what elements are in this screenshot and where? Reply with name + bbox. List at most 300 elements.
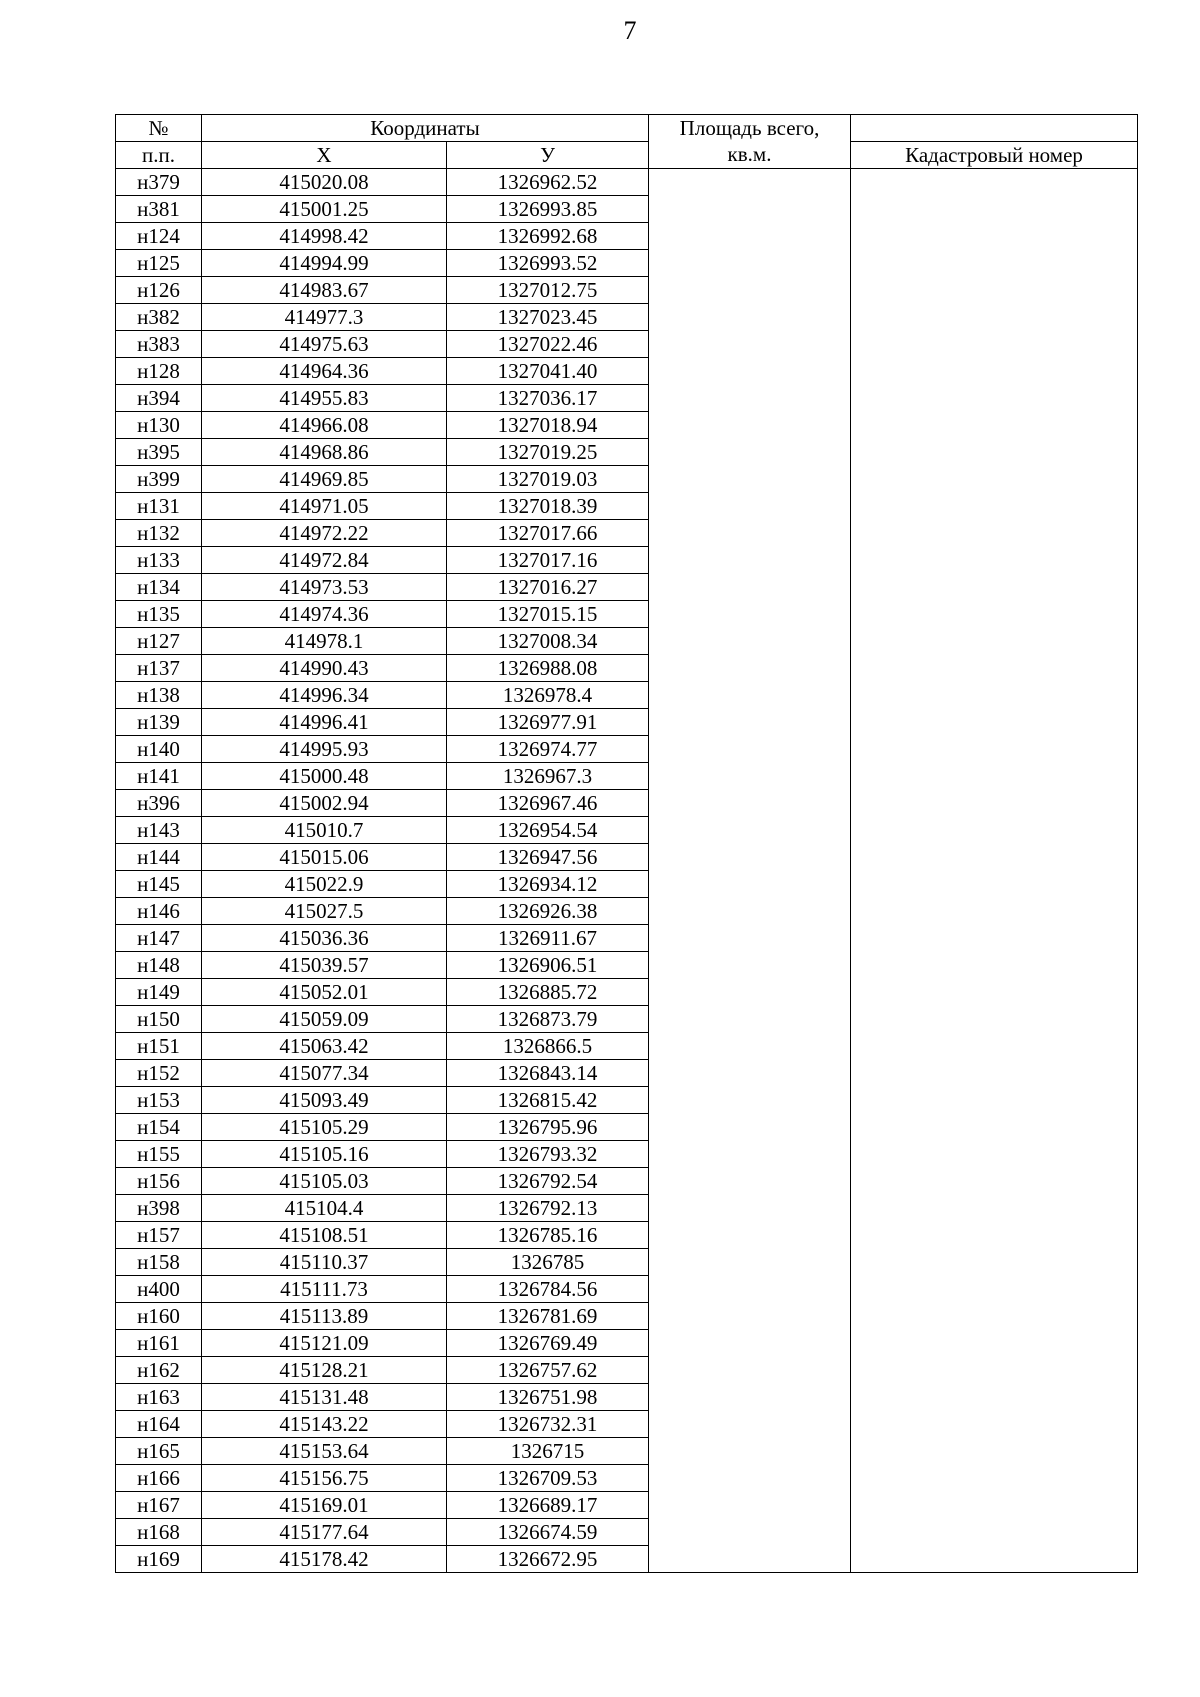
x-coordinate-cell: 415153.64 [202, 1438, 447, 1465]
table-row [116, 466, 1138, 493]
y-coordinate-cell: 1326934.12 [447, 871, 649, 898]
x-coordinate-cell: 415111.73 [202, 1276, 447, 1303]
point-number-cell: н130 [116, 412, 202, 439]
table-row [116, 412, 1138, 439]
table-row [116, 439, 1138, 466]
point-number-cell: н162 [116, 1357, 202, 1384]
x-coordinate-cell: 415059.09 [202, 1006, 447, 1033]
cadastral-number-cell [851, 439, 1138, 466]
point-number-cell: н156 [116, 1168, 202, 1195]
table-row [116, 1330, 1138, 1357]
y-coordinate-cell: 1326781.69 [447, 1303, 649, 1330]
x-coordinate-cell: 414968.86 [202, 439, 447, 466]
point-number-cell: н137 [116, 655, 202, 682]
y-coordinate-cell: 1326885.72 [447, 979, 649, 1006]
table-body [116, 169, 1138, 1573]
point-number-cell: н133 [116, 547, 202, 574]
area-cell [649, 412, 851, 439]
y-coordinate-cell: 1327036.17 [447, 385, 649, 412]
y-coordinate-cell: 1326732.31 [447, 1411, 649, 1438]
y-coordinate-cell: 1326911.67 [447, 925, 649, 952]
y-coordinate-cell: 1326792.13 [447, 1195, 649, 1222]
point-number-cell: н153 [116, 1087, 202, 1114]
area-cell [649, 925, 851, 952]
table-row [116, 979, 1138, 1006]
cadastral-number-cell [851, 1087, 1138, 1114]
point-number-cell: н132 [116, 520, 202, 547]
x-coordinate-cell: 414998.42 [202, 223, 447, 250]
x-coordinate-cell: 415104.4 [202, 1195, 447, 1222]
x-coordinate-cell: 414969.85 [202, 466, 447, 493]
y-coordinate-cell: 1326793.32 [447, 1141, 649, 1168]
cadastral-number-cell [851, 1546, 1138, 1573]
x-coordinate-cell: 414983.67 [202, 277, 447, 304]
point-number-cell: н134 [116, 574, 202, 601]
table-row [116, 952, 1138, 979]
cadastral-number-cell [851, 682, 1138, 709]
x-coordinate-cell: 414966.08 [202, 412, 447, 439]
table-row [116, 1492, 1138, 1519]
cadastral-number-cell [851, 520, 1138, 547]
table-row [116, 547, 1138, 574]
cadastral-number-cell [851, 601, 1138, 628]
y-coordinate-cell: 1326751.98 [447, 1384, 649, 1411]
point-number-cell: н148 [116, 952, 202, 979]
y-coordinate-cell: 1327041.40 [447, 358, 649, 385]
cadastral-number-cell [851, 898, 1138, 925]
header-y: У [447, 142, 649, 169]
table-row [116, 574, 1138, 601]
x-coordinate-cell: 414964.36 [202, 358, 447, 385]
area-cell [649, 979, 851, 1006]
x-coordinate-cell: 415002.94 [202, 790, 447, 817]
x-coordinate-cell: 414996.41 [202, 709, 447, 736]
area-cell [649, 547, 851, 574]
x-coordinate-cell: 415052.01 [202, 979, 447, 1006]
y-coordinate-cell: 1326715 [447, 1438, 649, 1465]
x-coordinate-cell: 415020.08 [202, 169, 447, 196]
area-cell [649, 1276, 851, 1303]
area-cell [649, 439, 851, 466]
x-coordinate-cell: 415105.16 [202, 1141, 447, 1168]
y-coordinate-cell: 1326962.52 [447, 169, 649, 196]
y-coordinate-cell: 1326954.54 [447, 817, 649, 844]
table-row [116, 358, 1138, 385]
y-coordinate-cell: 1326785 [447, 1249, 649, 1276]
cadastral-number-cell [851, 1519, 1138, 1546]
area-cell [649, 1411, 851, 1438]
x-coordinate-cell: 414978.1 [202, 628, 447, 655]
header-number-top: № [116, 115, 202, 142]
area-cell [649, 1357, 851, 1384]
cadastral-number-cell [851, 1330, 1138, 1357]
table-row [116, 763, 1138, 790]
cadastral-number-cell [851, 628, 1138, 655]
table-row [116, 331, 1138, 358]
area-cell [649, 277, 851, 304]
x-coordinate-cell: 414995.93 [202, 736, 447, 763]
table-row [116, 817, 1138, 844]
area-cell [649, 520, 851, 547]
y-coordinate-cell: 1327008.34 [447, 628, 649, 655]
area-cell [649, 466, 851, 493]
point-number-cell: н138 [116, 682, 202, 709]
area-cell [649, 574, 851, 601]
y-coordinate-cell: 1327012.75 [447, 277, 649, 304]
point-number-cell: н128 [116, 358, 202, 385]
point-number-cell: н158 [116, 1249, 202, 1276]
table-row [116, 1546, 1138, 1573]
y-coordinate-cell: 1326967.3 [447, 763, 649, 790]
area-cell [649, 1519, 851, 1546]
point-number-cell: н395 [116, 439, 202, 466]
point-number-cell: н169 [116, 1546, 202, 1573]
point-number-cell: н165 [116, 1438, 202, 1465]
header-coordinates: Координаты [202, 115, 649, 142]
header-area [649, 115, 851, 169]
point-number-cell: н400 [116, 1276, 202, 1303]
y-coordinate-cell: 1326947.56 [447, 844, 649, 871]
area-cell [649, 898, 851, 925]
point-number-cell: н163 [116, 1384, 202, 1411]
y-coordinate-cell: 1326674.59 [447, 1519, 649, 1546]
cadastral-number-cell [851, 1303, 1138, 1330]
cadastral-number-cell [851, 358, 1138, 385]
table-row [116, 736, 1138, 763]
area-cell [649, 1033, 851, 1060]
x-coordinate-cell: 414974.36 [202, 601, 447, 628]
area-cell [649, 385, 851, 412]
area-cell [649, 1141, 851, 1168]
area-cell [649, 1303, 851, 1330]
area-cell [649, 709, 851, 736]
y-coordinate-cell: 1327017.16 [447, 547, 649, 574]
cadastral-number-cell [851, 1033, 1138, 1060]
table-row [116, 1141, 1138, 1168]
table-row [116, 304, 1138, 331]
area-cell [649, 1438, 851, 1465]
x-coordinate-cell: 415177.64 [202, 1519, 447, 1546]
area-cell [649, 952, 851, 979]
area-cell [649, 763, 851, 790]
x-coordinate-cell: 414990.43 [202, 655, 447, 682]
x-coordinate-cell: 415121.09 [202, 1330, 447, 1357]
point-number-cell: н143 [116, 817, 202, 844]
point-number-cell: н381 [116, 196, 202, 223]
area-cell [649, 682, 851, 709]
point-number-cell: н398 [116, 1195, 202, 1222]
area-cell [649, 250, 851, 277]
table-row [116, 196, 1138, 223]
point-number-cell: н146 [116, 898, 202, 925]
area-cell [649, 844, 851, 871]
point-number-cell: н125 [116, 250, 202, 277]
point-number-cell: н145 [116, 871, 202, 898]
cadastral-number-cell [851, 871, 1138, 898]
area-cell [649, 304, 851, 331]
y-coordinate-cell: 1326815.42 [447, 1087, 649, 1114]
x-coordinate-cell: 415156.75 [202, 1465, 447, 1492]
x-coordinate-cell: 415128.21 [202, 1357, 447, 1384]
point-number-cell: н152 [116, 1060, 202, 1087]
area-cell [649, 790, 851, 817]
header-area-line2: кв.м. [727, 142, 772, 166]
y-coordinate-cell: 1326689.17 [447, 1492, 649, 1519]
table-row [116, 1465, 1138, 1492]
area-cell [649, 1330, 851, 1357]
x-coordinate-cell: 415093.49 [202, 1087, 447, 1114]
table-row [116, 1303, 1138, 1330]
point-number-cell: н167 [116, 1492, 202, 1519]
y-coordinate-cell: 1326978.4 [447, 682, 649, 709]
header-number-bottom: п.п. [116, 142, 202, 169]
x-coordinate-cell: 415022.9 [202, 871, 447, 898]
x-coordinate-cell: 415027.5 [202, 898, 447, 925]
x-coordinate-cell: 414971.05 [202, 493, 447, 520]
y-coordinate-cell: 1326977.91 [447, 709, 649, 736]
point-number-cell: н149 [116, 979, 202, 1006]
point-number-cell: н141 [116, 763, 202, 790]
x-coordinate-cell: 414975.63 [202, 331, 447, 358]
x-coordinate-cell: 415000.48 [202, 763, 447, 790]
cadastral-number-cell [851, 925, 1138, 952]
cadastral-number-cell [851, 277, 1138, 304]
header-cadastral-top [851, 115, 1138, 142]
table-row [116, 1384, 1138, 1411]
cadastral-number-cell [851, 196, 1138, 223]
point-number-cell: н139 [116, 709, 202, 736]
area-cell [649, 628, 851, 655]
cadastral-number-cell [851, 304, 1138, 331]
point-number-cell: н126 [116, 277, 202, 304]
cadastral-number-cell [851, 979, 1138, 1006]
point-number-cell: н151 [116, 1033, 202, 1060]
table-row [116, 169, 1138, 196]
cadastral-number-cell [851, 1492, 1138, 1519]
y-coordinate-cell: 1327019.03 [447, 466, 649, 493]
y-coordinate-cell: 1326967.46 [447, 790, 649, 817]
point-number-cell: н150 [116, 1006, 202, 1033]
table-row [116, 520, 1138, 547]
y-coordinate-cell: 1326866.5 [447, 1033, 649, 1060]
x-coordinate-cell: 415131.48 [202, 1384, 447, 1411]
point-number-cell: н135 [116, 601, 202, 628]
area-cell [649, 736, 851, 763]
point-number-cell: н166 [116, 1465, 202, 1492]
cadastral-number-cell [851, 412, 1138, 439]
table-row [116, 1519, 1138, 1546]
point-number-cell: н144 [116, 844, 202, 871]
area-cell [649, 1384, 851, 1411]
y-coordinate-cell: 1326843.14 [447, 1060, 649, 1087]
table-row [116, 682, 1138, 709]
point-number-cell: н147 [116, 925, 202, 952]
cadastral-number-cell [851, 574, 1138, 601]
y-coordinate-cell: 1326906.51 [447, 952, 649, 979]
x-coordinate-cell: 415110.37 [202, 1249, 447, 1276]
table-row [116, 1249, 1138, 1276]
area-cell [649, 493, 851, 520]
area-cell [649, 1222, 851, 1249]
cadastral-number-cell [851, 1006, 1138, 1033]
y-coordinate-cell: 1326974.77 [447, 736, 649, 763]
table-row [116, 493, 1138, 520]
cadastral-number-cell [851, 250, 1138, 277]
cadastral-number-cell [851, 1276, 1138, 1303]
table-row [116, 655, 1138, 682]
y-coordinate-cell: 1326926.38 [447, 898, 649, 925]
point-number-cell: н379 [116, 169, 202, 196]
x-coordinate-cell: 415169.01 [202, 1492, 447, 1519]
table-row [116, 1195, 1138, 1222]
y-coordinate-cell: 1326769.49 [447, 1330, 649, 1357]
table-row [116, 898, 1138, 925]
table-row [116, 601, 1138, 628]
x-coordinate-cell: 415039.57 [202, 952, 447, 979]
point-number-cell: н168 [116, 1519, 202, 1546]
x-coordinate-cell: 414996.34 [202, 682, 447, 709]
point-number-cell: н131 [116, 493, 202, 520]
header-x: X [202, 142, 447, 169]
table-row [116, 790, 1138, 817]
area-cell [649, 655, 851, 682]
table-row [116, 844, 1138, 871]
y-coordinate-cell: 1326993.52 [447, 250, 649, 277]
y-coordinate-cell: 1326709.53 [447, 1465, 649, 1492]
header-cadastral: Кадастровый номер [851, 142, 1138, 169]
point-number-cell: н160 [116, 1303, 202, 1330]
y-coordinate-cell: 1326784.56 [447, 1276, 649, 1303]
table-row [116, 1357, 1138, 1384]
x-coordinate-cell: 415143.22 [202, 1411, 447, 1438]
header-area-line1: Площадь всего, [679, 116, 820, 140]
point-number-cell: н124 [116, 223, 202, 250]
table-row [116, 223, 1138, 250]
x-coordinate-cell: 415036.36 [202, 925, 447, 952]
cadastral-number-cell [851, 709, 1138, 736]
x-coordinate-cell: 415178.42 [202, 1546, 447, 1573]
area-cell [649, 1168, 851, 1195]
cadastral-number-cell [851, 817, 1138, 844]
table-row [116, 1060, 1138, 1087]
x-coordinate-cell: 415001.25 [202, 196, 447, 223]
x-coordinate-cell: 415077.34 [202, 1060, 447, 1087]
area-cell [649, 1087, 851, 1114]
cadastral-number-cell [851, 736, 1138, 763]
table-row [116, 1222, 1138, 1249]
table-row [116, 709, 1138, 736]
point-number-cell: н127 [116, 628, 202, 655]
table-row [116, 1168, 1138, 1195]
table-row [116, 1033, 1138, 1060]
cadastral-number-cell [851, 655, 1138, 682]
cadastral-number-cell [851, 1249, 1138, 1276]
area-cell [649, 196, 851, 223]
area-cell [649, 1195, 851, 1222]
point-number-cell: н157 [116, 1222, 202, 1249]
cadastral-number-cell [851, 1357, 1138, 1384]
area-cell [649, 601, 851, 628]
cadastral-number-cell [851, 952, 1138, 979]
table-row [116, 628, 1138, 655]
cadastral-number-cell [851, 1411, 1138, 1438]
area-cell [649, 1006, 851, 1033]
y-coordinate-cell: 1326993.85 [447, 196, 649, 223]
area-cell [649, 1546, 851, 1573]
table-row [116, 1087, 1138, 1114]
table-row [116, 385, 1138, 412]
area-cell [649, 1465, 851, 1492]
area-cell [649, 817, 851, 844]
point-number-cell: н154 [116, 1114, 202, 1141]
area-cell [649, 358, 851, 385]
table-row [116, 277, 1138, 304]
area-cell [649, 223, 851, 250]
cadastral-number-cell [851, 547, 1138, 574]
cadastral-number-cell [851, 493, 1138, 520]
x-coordinate-cell: 415105.03 [202, 1168, 447, 1195]
cadastral-number-cell [851, 223, 1138, 250]
area-cell [649, 1060, 851, 1087]
cadastral-number-cell [851, 1384, 1138, 1411]
cadastral-number-cell [851, 1195, 1138, 1222]
area-cell [649, 1114, 851, 1141]
cadastral-number-cell [851, 1141, 1138, 1168]
cadastral-number-cell [851, 1168, 1138, 1195]
table-row [116, 925, 1138, 952]
x-coordinate-cell: 414973.53 [202, 574, 447, 601]
x-coordinate-cell: 415015.06 [202, 844, 447, 871]
x-coordinate-cell: 415105.29 [202, 1114, 447, 1141]
point-number-cell: н396 [116, 790, 202, 817]
cadastral-number-cell [851, 1114, 1138, 1141]
y-coordinate-cell: 1327018.94 [447, 412, 649, 439]
y-coordinate-cell: 1327022.46 [447, 331, 649, 358]
table-row [116, 1411, 1138, 1438]
cadastral-number-cell [851, 844, 1138, 871]
cadastral-number-cell [851, 1438, 1138, 1465]
point-number-cell: н394 [116, 385, 202, 412]
x-coordinate-cell: 414977.3 [202, 304, 447, 331]
table-row [116, 1276, 1138, 1303]
table-row [116, 1438, 1138, 1465]
cadastral-number-cell [851, 790, 1138, 817]
point-number-cell: н383 [116, 331, 202, 358]
cadastral-number-cell [851, 1060, 1138, 1087]
table-row [116, 1006, 1138, 1033]
table-header [116, 115, 1138, 169]
x-coordinate-cell: 414955.83 [202, 385, 447, 412]
x-coordinate-cell: 415113.89 [202, 1303, 447, 1330]
y-coordinate-cell: 1327017.66 [447, 520, 649, 547]
y-coordinate-cell: 1327023.45 [447, 304, 649, 331]
y-coordinate-cell: 1326672.95 [447, 1546, 649, 1573]
cadastral-number-cell [851, 169, 1138, 196]
y-coordinate-cell: 1326785.16 [447, 1222, 649, 1249]
coordinates-table [115, 114, 1138, 1573]
area-cell [649, 1492, 851, 1519]
point-number-cell: н382 [116, 304, 202, 331]
point-number-cell: н155 [116, 1141, 202, 1168]
point-number-cell: н140 [116, 736, 202, 763]
y-coordinate-cell: 1326792.54 [447, 1168, 649, 1195]
table-row [116, 1114, 1138, 1141]
y-coordinate-cell: 1327015.15 [447, 601, 649, 628]
y-coordinate-cell: 1327018.39 [447, 493, 649, 520]
x-coordinate-cell: 414994.99 [202, 250, 447, 277]
y-coordinate-cell: 1326757.62 [447, 1357, 649, 1384]
y-coordinate-cell: 1326873.79 [447, 1006, 649, 1033]
